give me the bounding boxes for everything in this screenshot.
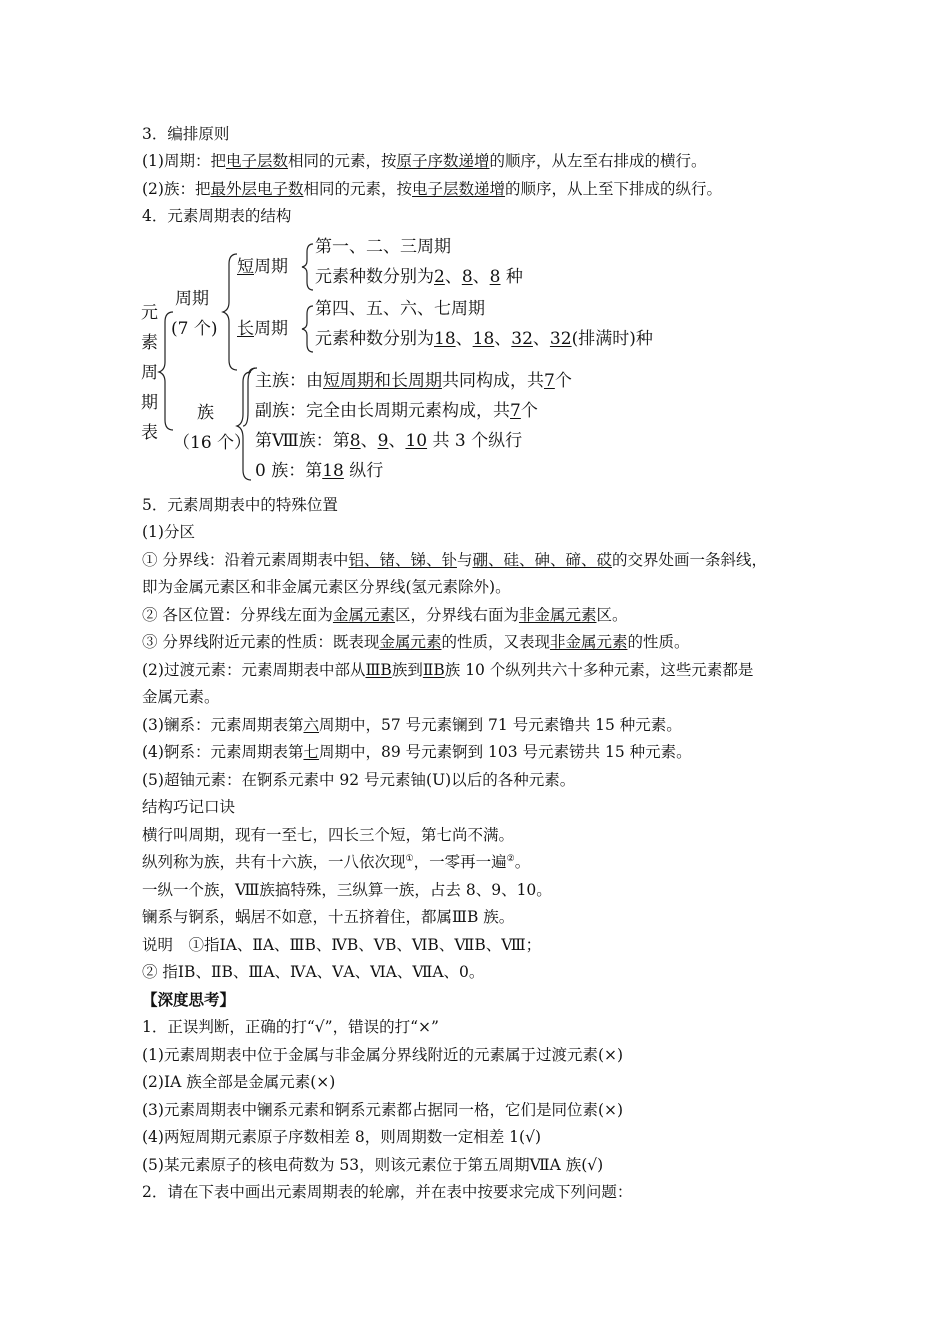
- section-5-title: 5．元素周期表中的特殊位置: [142, 496, 338, 514]
- root-char-2: 素: [141, 333, 158, 353]
- judgement-item-5: (5)某元素原子的核电荷数为 53，则该元素位于第五周期ⅦA 族(√): [142, 1156, 604, 1174]
- transuranium: (5)超铀元素：在锕系元素中 92 号元素铀(U)以后的各种元素。: [142, 771, 576, 789]
- deep-thinking-title: 【深度思考】: [142, 990, 236, 1009]
- mnemonic-title: 结构巧记口诀: [142, 798, 236, 816]
- long-period-line1: 第四、五、六、七周期: [315, 299, 485, 319]
- mnemonic-line-1: 横行叫周期，现有一至七，四长三个短，第七尚不满。: [142, 826, 515, 844]
- boundary-line-2: 即为金属元素区和非金属元素区分界线(氢元素除外)。: [142, 578, 511, 596]
- main-group-line: 主族：由短周期和长周期共同构成，共7个: [255, 371, 572, 391]
- mnemonic-note-2: ② 指ⅠB、ⅡB、ⅢA、ⅣA、ⅤA、ⅥA、ⅦA、0。: [142, 963, 485, 981]
- root-char-3: 周: [141, 363, 158, 383]
- boundary-line-1: ① 分界线：沿着元素周期表中铝、锗、锑、钋与硼、硅、砷、碲、砹的交界处画一条斜线，: [142, 551, 767, 569]
- transition-elements-2: 金属元素。: [142, 688, 220, 706]
- principle-period: (1)周期：把电子层数相同的元素，按原子序数递增的顺序，从左至右排成的横行。: [142, 152, 707, 170]
- group-count: （16 个）: [173, 433, 252, 453]
- group-zero-line: 0 族：第18 纵行: [255, 461, 384, 481]
- transition-elements-1: (2)过渡元素：元素周期表中部从ⅢB族到ⅡB族 10 个纵列共六十多种元素，这些元素都是: [142, 661, 754, 679]
- judgement-item-3: (3)元素周期表中镧系元素和锕系元素都占据同一格，它们是同位素(×): [142, 1101, 624, 1119]
- root-char-1: 元: [141, 303, 158, 323]
- short-period-label: 短周期: [237, 257, 288, 277]
- mnemonic-line-2: 纵列称为族，共有十六族，一八依次现①，一零再一遍②。: [142, 853, 531, 871]
- periodic-table-structure-diagram: [135, 232, 655, 492]
- principle-group: (2)族：把最外层电子数相同的元素，按电子层数递增的顺序，从上至下排成的纵行。: [142, 180, 723, 198]
- judgement-item-2: (2)ⅠA 族全部是金属元素(×): [142, 1073, 336, 1091]
- section-4-title: 4．元素周期表的结构: [142, 207, 292, 225]
- mnemonic-note-1: 说明 ①指ⅠA、ⅡA、ⅢB、ⅣB、ⅤB、ⅥB、ⅦB、Ⅷ；: [142, 936, 542, 954]
- zoning-heading: (1)分区: [142, 523, 195, 541]
- actinides: (4)锕系：元素周期表第七周期中，89 号元素锕到 103 号元素铹共 15 种元素。: [142, 743, 692, 761]
- short-period-line1: 第一、二、三周期: [315, 237, 451, 257]
- mnemonic-line-3: 一纵一个族，Ⅷ族搞特殊，三纵算一族，占去 8、9、10。: [142, 881, 552, 899]
- group-label: 族: [197, 403, 214, 423]
- short-period-line2: 元素种数分别为2、8、8 种: [315, 267, 523, 287]
- boundary-properties: ③ 分界线附近元素的性质：既表现金属元素的性质，又表现非金属元素的性质。: [142, 633, 690, 651]
- mnemonic-line-4: 镧系与锕系，蜗居不如意，十五挤着住，都属ⅢB 族。: [142, 908, 515, 926]
- root-char-4: 期: [141, 393, 158, 413]
- long-period-line2: 元素种数分别为18、18、32、32(排满时)种: [315, 329, 653, 349]
- judgement-item-4: (4)两短周期元素原子序数相差 8，则周期数一定相差 1(√): [142, 1128, 542, 1146]
- section-3-title: 3．编排原则: [142, 125, 230, 143]
- question-2: 2．请在下表中画出元素周期表的轮廓，并在表中按要求完成下列问题：: [142, 1183, 633, 1201]
- judgement-item-1: (1)元素周期表中位于金属与非金属分界线附近的元素属于过渡元素(×): [142, 1046, 624, 1064]
- long-period-label: 长周期: [237, 319, 288, 339]
- group-viii-line: 第Ⅷ族：第8、9、10 共 3 个纵行: [255, 431, 523, 451]
- period-label: 周期: [175, 289, 209, 309]
- lanthanides: (3)镧系：元素周期表第六周期中，57 号元素镧到 71 号元素镥共 15 种元素。: [142, 716, 682, 734]
- question-1: 1．正误判断，正确的打“√”，错误的打“×”: [142, 1018, 439, 1036]
- sub-group-line: 副族：完全由长周期元素构成，共7个: [255, 401, 538, 421]
- region-positions: ② 各区位置：分界线左面为金属元素区，分界线右面为非金属元素区。: [142, 606, 628, 624]
- period-count: (7 个): [171, 319, 218, 339]
- root-char-5: 表: [141, 423, 158, 443]
